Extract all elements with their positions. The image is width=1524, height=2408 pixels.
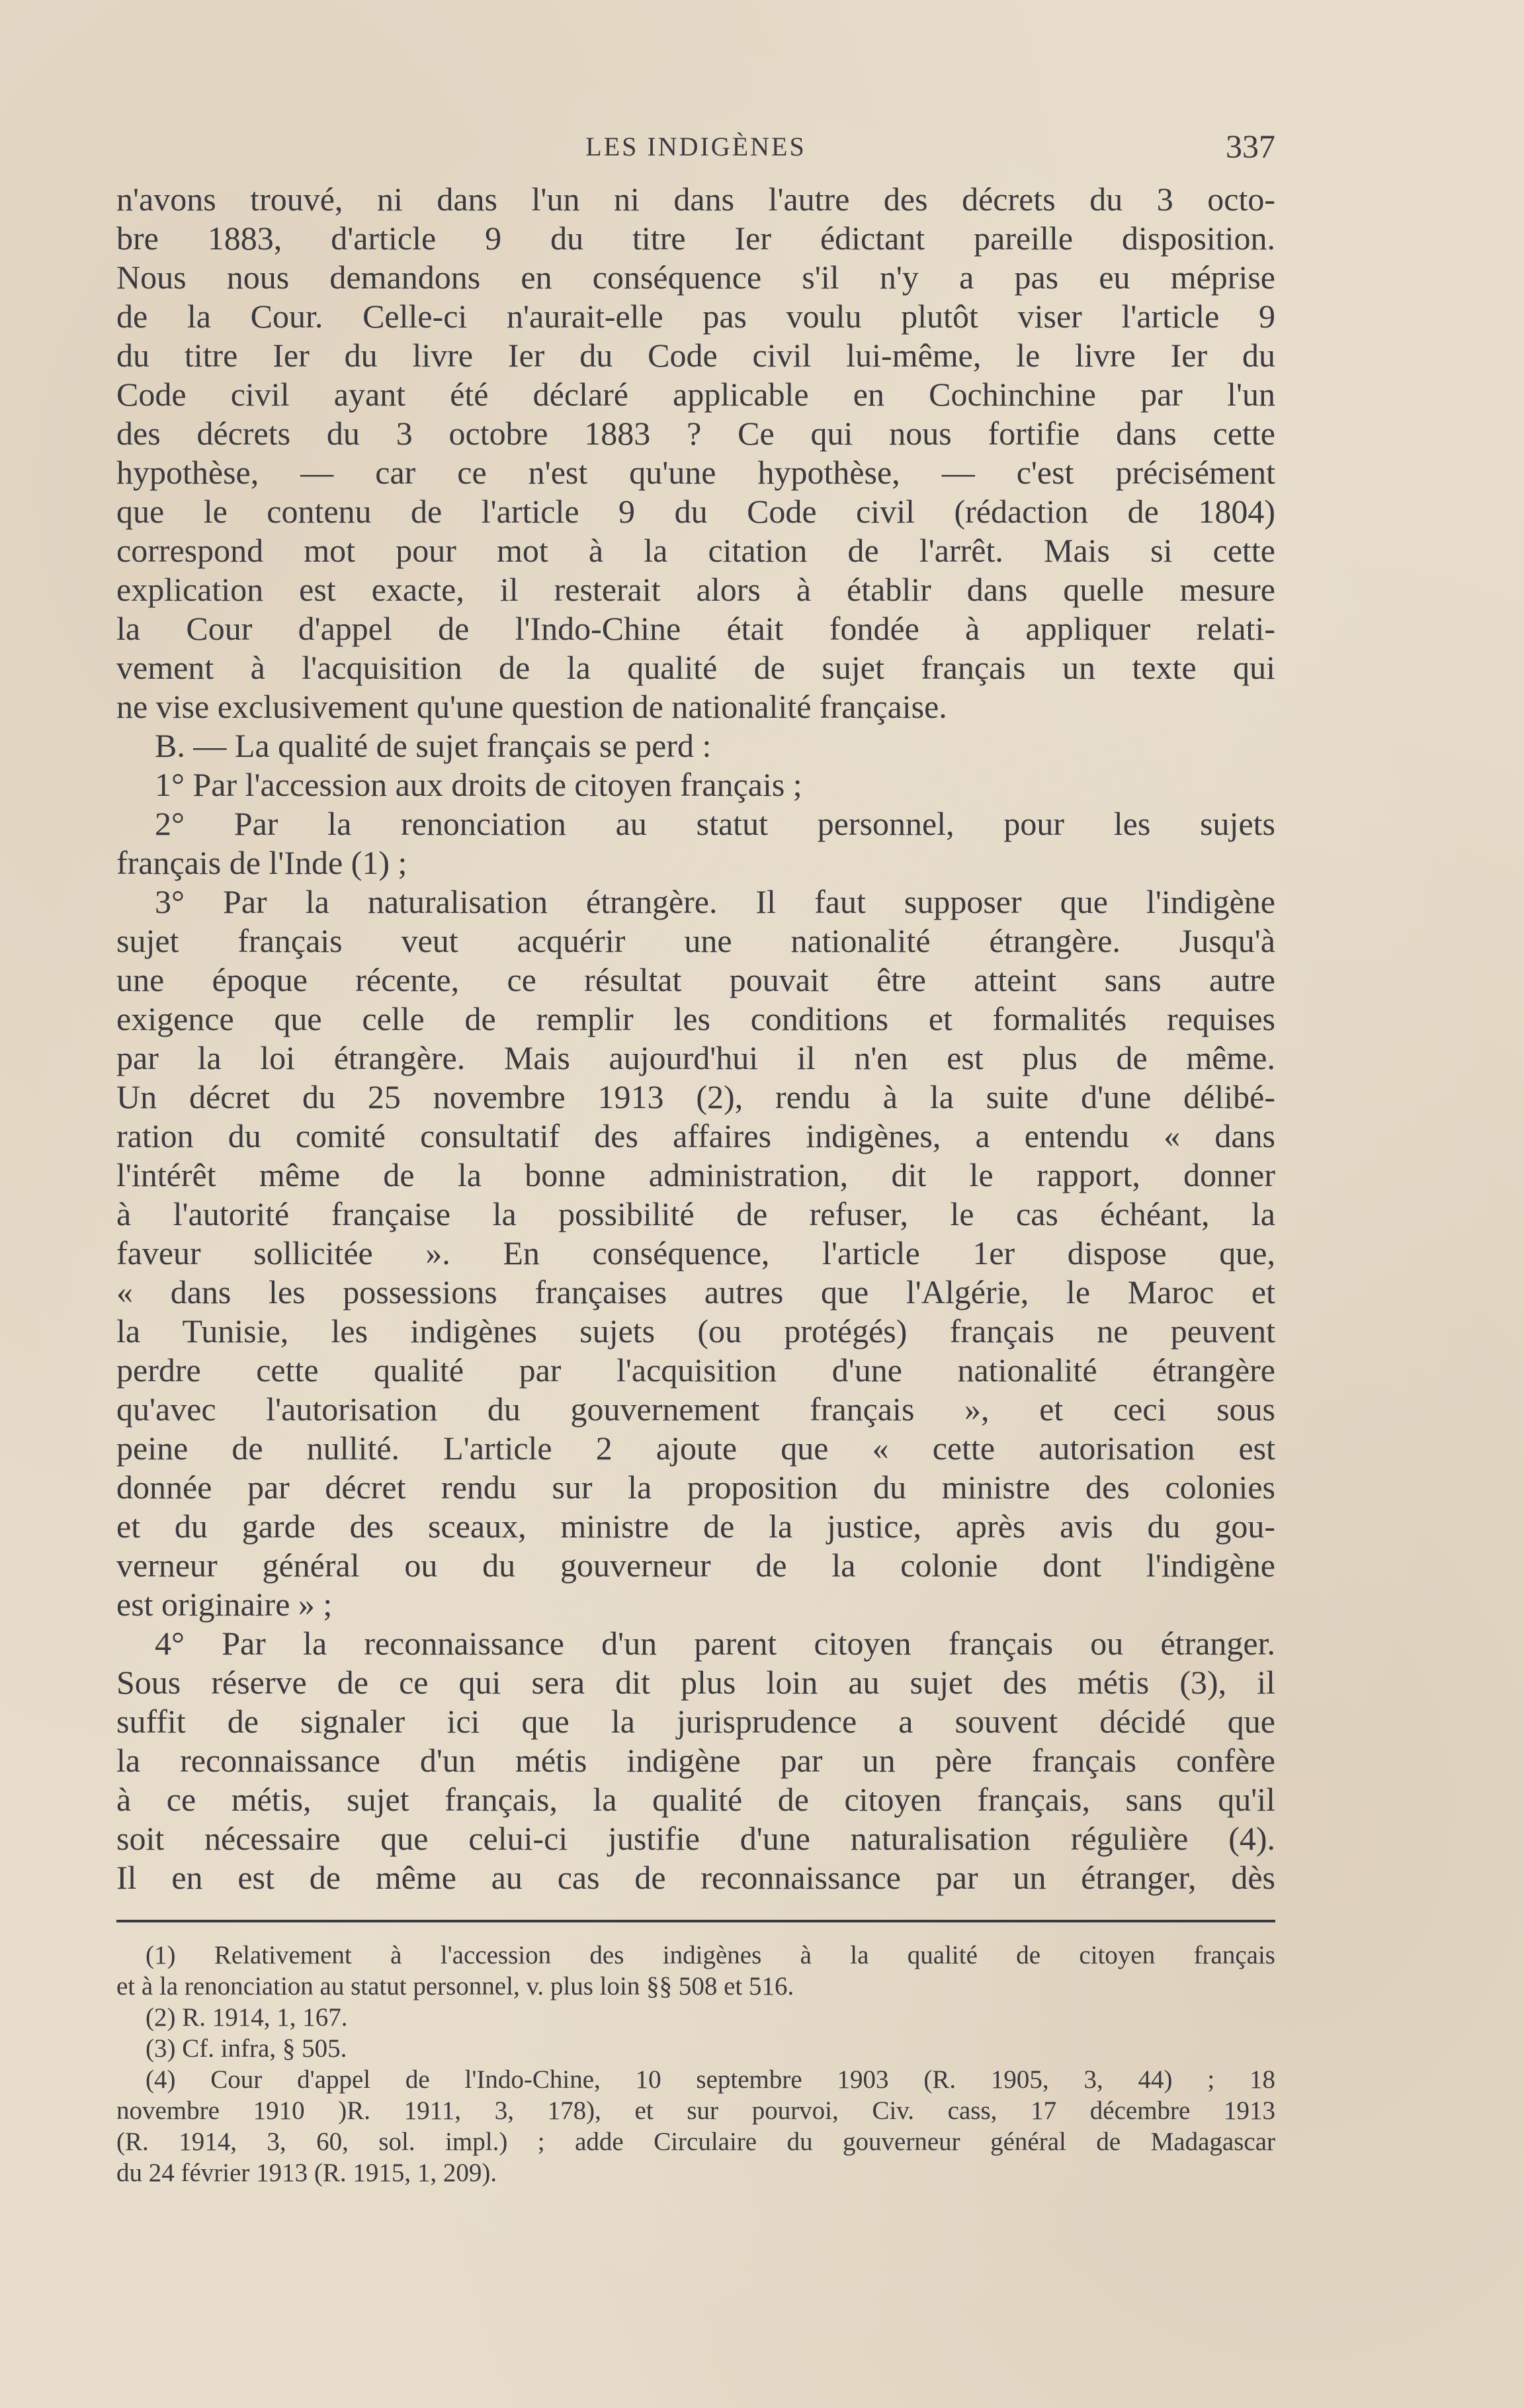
text-line: la reconnaissance d'un métis indigène par un père français confère bbox=[116, 1742, 1275, 1779]
text-line: de la Cour. Celle-ci n'aurait-elle pas voulu plutôt viser l'article 9 bbox=[116, 298, 1275, 335]
text-line: la Tunisie, les indigènes sujets (ou protégés) français ne peuvent bbox=[116, 1312, 1275, 1350]
footnote-line: et à la renonciation au statut personnel, v. plus loin §§ 508 et 516. bbox=[116, 1972, 794, 2000]
footnote-line: (R. 1914, 3, 60, sol. impl.) ; adde Circulaire du gouverneur général de Madagascar bbox=[116, 2128, 1275, 2156]
text-line: l'intérêt même de la bonne administration, dit le rapport, donner bbox=[116, 1156, 1275, 1193]
text-line: 2° Par la renonciation au statut personnel, pour les sujets bbox=[155, 805, 1275, 842]
text-line: sujet français veut acquérir une nationalité étrangère. Jusqu'à bbox=[116, 922, 1275, 959]
text-line: Un décret du 25 novembre 1913 (2), rendu à la suite d'une délibé- bbox=[116, 1078, 1275, 1115]
section-heading: B. — La qualité de sujet français se perd : bbox=[155, 727, 712, 764]
text-line: faveur sollicitée ». En conséquence, l'article 1er dispose que, bbox=[116, 1234, 1275, 1271]
text-line: que le contenu de l'article 9 du Code civil (rédaction de 1804) bbox=[116, 493, 1275, 530]
text-line: correspond mot pour mot à la citation de l'arrêt. Mais si cette bbox=[116, 532, 1275, 569]
text-line: exigence que celle de remplir les conditions et formalités requises bbox=[116, 1000, 1275, 1037]
text-line: suffit de signaler ici que la jurisprudence a souvent décidé que bbox=[116, 1703, 1275, 1740]
text-line: 4° Par la reconnaissance d'un parent citoyen français ou étranger. bbox=[155, 1625, 1275, 1662]
footnote-line: (3) Cf. infra, § 505. bbox=[146, 2034, 347, 2063]
text-line: bre 1883, d'article 9 du titre Ier édictant pareille disposition. bbox=[116, 220, 1275, 257]
text-line: Il en est de même au cas de reconnaissance par un étranger, dès bbox=[116, 1859, 1275, 1896]
text-line: peine de nullité. L'article 2 ajoute que « cette autorisation est bbox=[116, 1430, 1275, 1467]
text-line: Sous réserve de ce qui sera dit plus loin au sujet des métis (3), il bbox=[116, 1664, 1275, 1701]
text-line: verneur général ou du gouverneur de la colonie dont l'indigène bbox=[116, 1547, 1275, 1584]
footnote-line: novembre 1910 )R. 1911, 3, 178), et sur pourvoi, Civ. cass, 17 décembre 1913 bbox=[116, 2096, 1275, 2125]
text-line: des décrets du 3 octobre 1883 ? Ce qui nous fortifie dans cette bbox=[116, 415, 1275, 452]
text-line: par la loi étrangère. Mais aujourd'hui il n'en est plus de même. bbox=[116, 1039, 1275, 1076]
text-line: et du garde des sceaux, ministre de la justice, après avis du gou- bbox=[116, 1508, 1275, 1545]
text-line: qu'avec l'autorisation du gouvernement français », et ceci sous bbox=[116, 1391, 1275, 1428]
text-line: à l'autorité française la possibilité de refuser, le cas échéant, la bbox=[116, 1195, 1275, 1232]
text-line: une époque récente, ce résultat pouvait être atteint sans autre bbox=[116, 961, 1275, 998]
text-line: la Cour d'appel de l'Indo-Chine était fondée à appliquer relati- bbox=[116, 610, 1275, 647]
text-line: du titre Ier du livre Ier du Code civil lui-même, le livre Ier du bbox=[116, 337, 1275, 374]
text-line: « dans les possessions françaises autres que l'Algérie, le Maroc et bbox=[116, 1273, 1275, 1311]
text-line: hypothèse, — car ce n'est qu'une hypothèse, — c'est précisément bbox=[116, 454, 1275, 491]
text-line: perdre cette qualité par l'acquisition d'une nationalité étrangère bbox=[116, 1352, 1275, 1389]
footnote-line: (1) Relativement à l'accession des indigènes à la qualité de citoyen français bbox=[146, 1941, 1275, 1969]
text-line: 1° Par l'accession aux droits de citoyen français ; bbox=[155, 766, 802, 803]
page-number: 337 bbox=[1226, 128, 1275, 165]
text-line: explication est exacte, il resterait alors à établir dans quelle mesure bbox=[116, 571, 1275, 608]
footnote-line: (2) R. 1914, 1, 167. bbox=[146, 2003, 348, 2032]
footnotes bbox=[116, 1940, 1275, 2188]
text-line: Code civil ayant été déclaré applicable en Cochinchine par l'un bbox=[116, 376, 1275, 413]
text-line: soit nécessaire que celui-ci justifie d'une naturalisation régulière (4). bbox=[116, 1820, 1275, 1857]
main-text bbox=[116, 180, 1275, 1897]
text-line: 3° Par la naturalisation étrangère. Il faut supposer que l'indigène bbox=[155, 883, 1275, 920]
running-header bbox=[116, 119, 1275, 172]
text-line: à ce métis, sujet français, la qualité de citoyen français, sans qu'il bbox=[116, 1781, 1275, 1818]
book-page bbox=[116, 119, 1275, 2188]
footnote-line: du 24 février 1913 (R. 1915, 1, 209). bbox=[116, 2159, 497, 2187]
text-line: vement à l'acquisition de la qualité de sujet français un texte qui bbox=[116, 649, 1275, 686]
running-title: LES INDIGÈNES bbox=[585, 132, 806, 161]
footnote-line: (4) Cour d'appel de l'Indo-Chine, 10 septembre 1903 (R. 1905, 3, 44) ; 18 bbox=[146, 2065, 1275, 2094]
footnote-rule bbox=[116, 1920, 1275, 1922]
text-line: n'avons trouvé, ni dans l'un ni dans l'autre des décrets du 3 octo- bbox=[116, 181, 1275, 218]
text-line: Nous nous demandons en conséquence s'il n'y a pas eu méprise bbox=[116, 259, 1275, 296]
text-line: ne vise exclusivement qu'une question de nationalité française. bbox=[116, 688, 947, 725]
text-line: est originaire » ; bbox=[116, 1586, 333, 1623]
text-line: ration du comité consultatif des affaires indigènes, a entendu « dans bbox=[116, 1117, 1275, 1154]
text-line: donnée par décret rendu sur la proposition du ministre des colonies bbox=[116, 1469, 1275, 1506]
text-line: français de l'Inde (1) ; bbox=[116, 844, 407, 881]
